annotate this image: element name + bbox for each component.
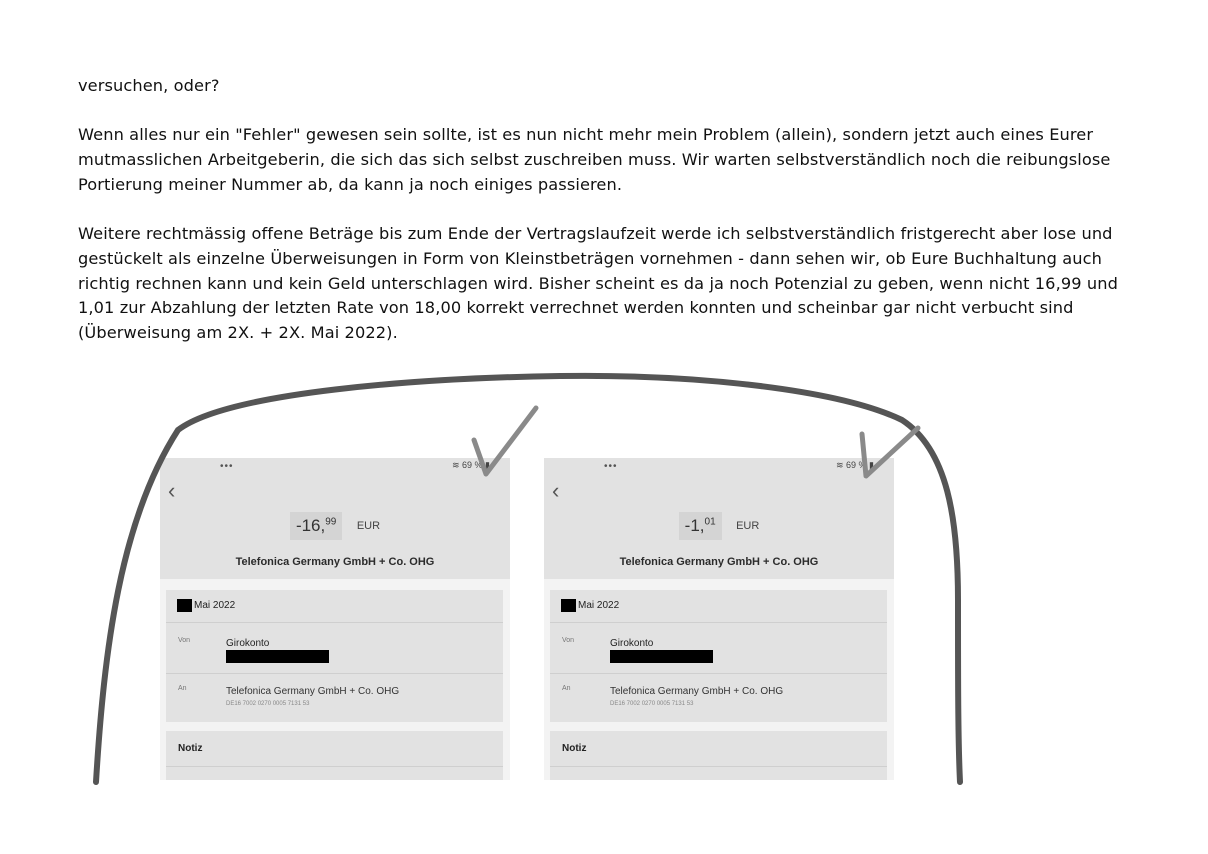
chevron-left-icon[interactable]: ‹: [168, 478, 176, 503]
battery-icon: ▮: [485, 460, 490, 470]
amount-main: -1,: [684, 516, 705, 535]
from-account: Girokonto: [610, 638, 654, 649]
text-line: Portierung meiner Nummer ab, da kann ja noch einiges passieren.: [78, 174, 623, 194]
transfer-date: Mai 2022: [194, 600, 236, 611]
note-label: Notiz: [178, 743, 203, 754]
text-line: Weitere rechtmässig offene Beträge bis zum Ende der Vertragslaufzeit werde ich selbstverständlich fristgerecht aber lose und: [78, 224, 1113, 243]
recipient-name: Telefonica Germany GmbH + Co. OHG: [610, 686, 784, 697]
wifi-icon: ≋: [835, 460, 844, 470]
to-label: An: [178, 685, 187, 692]
text-line: mutmasslichen Arbeitgeberin, die sich das sich selbst zuschreiben muss. Wir warten selbstverständlich noch die reibungslose: [78, 149, 1111, 169]
text-line: (Überweisung am 2X. + 2X. Mai 2022).: [78, 323, 398, 343]
freehand-enclosure: [96, 376, 960, 782]
payee-name: Telefonica Germany GmbH + Co. OHG: [619, 556, 819, 568]
from-label: Von: [562, 637, 575, 644]
signal-dots-icon: •••: [604, 461, 618, 472]
amount-main: -16,: [295, 516, 326, 535]
payee-name: Telefonica Germany GmbH + Co. OHG: [235, 556, 435, 568]
text-line: versuchen, oder?: [78, 76, 220, 95]
chevron-left-icon[interactable]: ‹: [552, 478, 560, 503]
recipient-iban: DE16 7002 0270 0005 7131 53: [610, 701, 694, 707]
transfer-date: Mai 2022: [578, 600, 620, 611]
wifi-icon: ≋: [451, 460, 460, 470]
from-account: Girokonto: [226, 638, 270, 649]
checkmark-icon: [862, 428, 918, 476]
recipient-iban: DE16 7002 0270 0005 7131 53: [226, 701, 310, 707]
text-line: gestückelt als einzelne Überweisungen in Form von Kleinstbeträgen vornehmen - dann sehen wir, ob Eure Buchhaltung auch: [78, 248, 1102, 268]
amount-cents: 99: [325, 516, 337, 528]
currency: EUR: [356, 520, 381, 532]
battery-percent: 69 %: [846, 460, 867, 470]
to-label: An: [562, 685, 571, 692]
battery-icon: ▮: [869, 460, 874, 470]
battery-percent: 69 %: [462, 460, 483, 470]
currency: EUR: [736, 520, 760, 532]
recipient-name: Telefonica Germany GmbH + Co. OHG: [226, 686, 400, 697]
text-line: 1,01 zur Abzahlung der letzten Rate von 18,00 korrekt verrechnet werden konnten und scheinbar gar nicht verbucht sind: [78, 298, 1074, 318]
text-line: richtig rechnen kann und kein Geld unterschlagen wird. Bisher scheint es da ja noch Potenzial zu geben, wenn nicht 16,99 und: [78, 273, 1118, 293]
from-label: Von: [178, 637, 191, 644]
text-line: Wenn alles nur ein "Fehler" gewesen sein sollte, ist es nun nicht mehr mein Problem (allein), sondern jetzt auch eines Eurer: [78, 125, 1094, 144]
note-label: Notiz: [562, 743, 587, 754]
checkmark-icon: [474, 408, 536, 474]
signal-dots-icon: •••: [220, 461, 234, 472]
amount-cents: 01: [704, 516, 716, 528]
